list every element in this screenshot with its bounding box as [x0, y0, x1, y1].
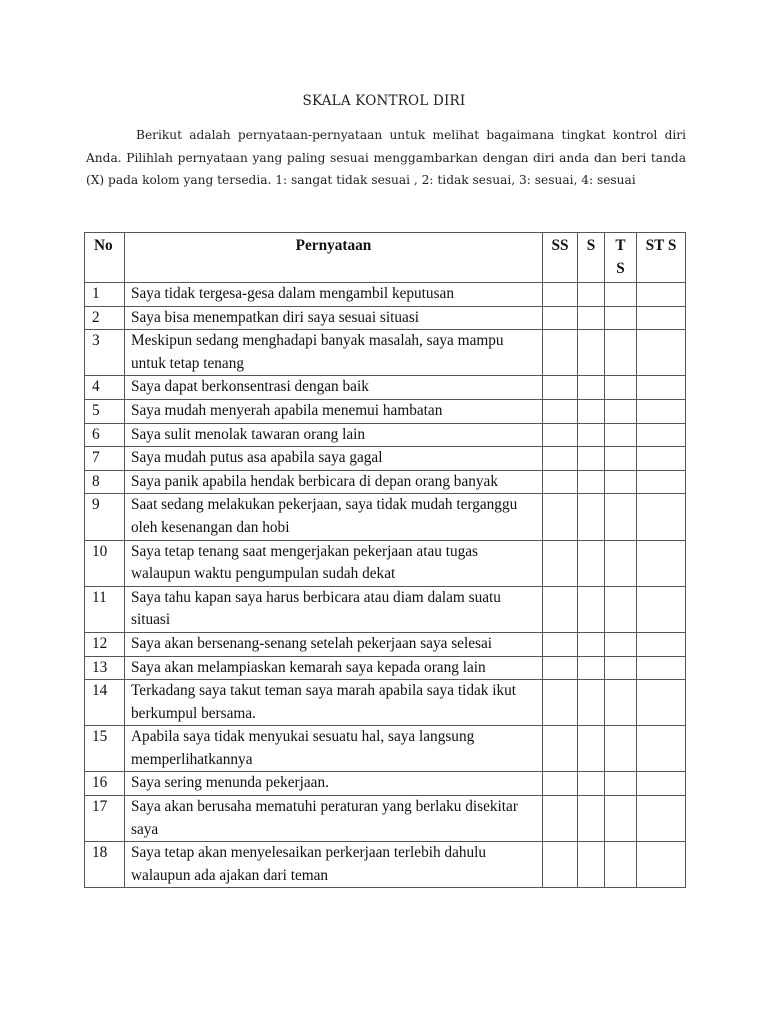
row-statement: Meskipun sedang menghadapi banyak masalah, saya mampu untuk tetap tenang	[125, 330, 543, 376]
header-no: No	[85, 233, 125, 283]
header-s: S	[578, 233, 605, 283]
table-row	[85, 680, 686, 726]
row-statement: Saya tetap akan menyelesaikan perkerjaan terlebih dahulu walaupun ada ajakan dari teman	[125, 842, 543, 888]
row-number: 17	[85, 796, 125, 842]
header-sts: ST S	[637, 233, 686, 283]
answer-cell-ts[interactable]	[605, 306, 637, 330]
table-row	[85, 470, 686, 494]
header-ts: T S	[605, 233, 637, 283]
table-row	[85, 399, 686, 423]
row-statement: Saya akan melampiaskan kemarah saya kepada orang lain	[125, 656, 543, 680]
answer-cell-s[interactable]	[578, 586, 605, 632]
answer-cell-ss[interactable]	[543, 656, 578, 680]
answer-cell-ss[interactable]	[543, 306, 578, 330]
answer-cell-s[interactable]	[578, 330, 605, 376]
table-row	[85, 656, 686, 680]
answer-cell-ts[interactable]	[605, 796, 637, 842]
answer-cell-ss[interactable]	[543, 586, 578, 632]
table-row	[85, 796, 686, 842]
table-row	[85, 376, 686, 400]
answer-cell-sts[interactable]	[637, 330, 686, 376]
row-statement: Saya tahu kapan saya harus berbicara atau diam dalam suatu situasi	[125, 586, 543, 632]
answer-cell-sts[interactable]	[637, 447, 686, 471]
row-number: 14	[85, 680, 125, 726]
answer-cell-ts[interactable]	[605, 330, 637, 376]
row-statement: Saya sering menunda pekerjaan.	[125, 772, 543, 796]
page-title: SKALA KONTROL DIRI	[302, 93, 466, 109]
answer-cell-sts[interactable]	[637, 399, 686, 423]
questionnaire-table	[84, 232, 686, 888]
answer-cell-ss[interactable]	[543, 494, 578, 540]
answer-cell-ss[interactable]	[543, 376, 578, 400]
answer-cell-sts[interactable]	[637, 772, 686, 796]
answer-cell-ss[interactable]	[543, 283, 578, 307]
row-statement: Saya akan bersenang-senang setelah pekerjaan saya selesai	[125, 632, 543, 656]
answer-cell-sts[interactable]	[637, 540, 686, 586]
answer-cell-ss[interactable]	[543, 447, 578, 471]
answer-cell-s[interactable]	[578, 470, 605, 494]
row-number: 15	[85, 726, 125, 772]
answer-cell-sts[interactable]	[637, 726, 686, 772]
answer-cell-sts[interactable]	[637, 842, 686, 888]
table-header-row	[85, 233, 686, 283]
answer-cell-ss[interactable]	[543, 470, 578, 494]
row-number: 5	[85, 399, 125, 423]
answer-cell-sts[interactable]	[637, 283, 686, 307]
row-statement: Saya tidak tergesa-gesa dalam mengambil keputusan	[125, 283, 543, 307]
answer-cell-ts[interactable]	[605, 540, 637, 586]
row-statement: Saya tetap tenang saat mengerjakan pekerjaan atau tugas walaupun waktu pengumpulan sudah dekat	[125, 540, 543, 586]
answer-cell-sts[interactable]	[637, 796, 686, 842]
answer-cell-sts[interactable]	[637, 423, 686, 447]
table-row	[85, 330, 686, 376]
row-number: 4	[85, 376, 125, 400]
row-number: 7	[85, 447, 125, 471]
answer-cell-ss[interactable]	[543, 632, 578, 656]
answer-cell-ss[interactable]	[543, 540, 578, 586]
answer-cell-ts[interactable]	[605, 586, 637, 632]
table-row	[85, 423, 686, 447]
answer-cell-ss[interactable]	[543, 842, 578, 888]
answer-cell-s[interactable]	[578, 283, 605, 307]
answer-cell-ts[interactable]	[605, 283, 637, 307]
answer-cell-ts[interactable]	[605, 726, 637, 772]
answer-cell-s[interactable]	[578, 423, 605, 447]
answer-cell-ss[interactable]	[543, 680, 578, 726]
row-statement: Saat sedang melakukan pekerjaan, saya tidak mudah terganggu oleh kesenangan dan hobi	[125, 494, 543, 540]
answer-cell-s[interactable]	[578, 772, 605, 796]
answer-cell-ts[interactable]	[605, 680, 637, 726]
row-statement: Saya mudah menyerah apabila menemui hambatan	[125, 399, 543, 423]
row-statement: Terkadang saya takut teman saya marah apabila saya tidak ikut berkumpul bersama.	[125, 680, 543, 726]
answer-cell-sts[interactable]	[637, 376, 686, 400]
answer-cell-sts[interactable]	[637, 494, 686, 540]
answer-cell-ts[interactable]	[605, 376, 637, 400]
instructions-paragraph: Berikut adalah pernyataan-pernyataan untuk melihat bagaimana tingkat kontrol diri Anda. Pilihlah pernyataan yang paling sesuai menggambarkan dengan diri anda dan beri tanda (X) pada kolom yang tersedia. 1: sangat tidak sesuai , 2: tidak sesuai, 3: sesuai, 4: sesuai	[86, 128, 686, 188]
answer-cell-s[interactable]	[578, 726, 605, 772]
answer-cell-ts[interactable]	[605, 399, 637, 423]
answer-cell-ss[interactable]	[543, 772, 578, 796]
row-statement: Saya akan berusaha mematuhi peraturan yang berlaku disekitar saya	[125, 796, 543, 842]
row-statement: Saya mudah putus asa apabila saya gagal	[125, 447, 543, 471]
table-row	[85, 447, 686, 471]
row-number: 10	[85, 540, 125, 586]
row-statement: Saya sulit menolak tawaran orang lain	[125, 423, 543, 447]
row-number: 1	[85, 283, 125, 307]
row-statement: Apabila saya tidak menyukai sesuatu hal, saya langsung memperlihatkannya	[125, 726, 543, 772]
table-row	[85, 842, 686, 888]
answer-cell-s[interactable]	[578, 399, 605, 423]
answer-cell-s[interactable]	[578, 494, 605, 540]
table-row	[85, 540, 686, 586]
table-row	[85, 494, 686, 540]
row-number: 3	[85, 330, 125, 376]
answer-cell-ts[interactable]	[605, 656, 637, 680]
row-number: 18	[85, 842, 125, 888]
table-row	[85, 283, 686, 307]
answer-cell-s[interactable]	[578, 842, 605, 888]
row-number: 6	[85, 423, 125, 447]
answer-cell-ss[interactable]	[543, 399, 578, 423]
answer-cell-s[interactable]	[578, 376, 605, 400]
row-statement: Saya dapat berkonsentrasi dengan baik	[125, 376, 543, 400]
row-statement: Saya bisa menempatkan diri saya sesuai situasi	[125, 306, 543, 330]
answer-cell-sts[interactable]	[637, 632, 686, 656]
answer-cell-sts[interactable]	[637, 306, 686, 330]
row-number: 16	[85, 772, 125, 796]
row-number: 12	[85, 632, 125, 656]
table-row	[85, 306, 686, 330]
answer-cell-sts[interactable]	[637, 586, 686, 632]
table-row	[85, 772, 686, 796]
header-statement: Pernyataan	[125, 233, 543, 283]
answer-cell-s[interactable]	[578, 796, 605, 842]
answer-cell-ts[interactable]	[605, 494, 637, 540]
header-ss: SS	[543, 233, 578, 283]
answer-cell-s[interactable]	[578, 447, 605, 471]
row-statement: Saya panik apabila hendak berbicara di depan orang banyak	[125, 470, 543, 494]
answer-cell-s[interactable]	[578, 656, 605, 680]
answer-cell-ss[interactable]	[543, 330, 578, 376]
answer-cell-ts[interactable]	[605, 842, 637, 888]
answer-cell-ts[interactable]	[605, 447, 637, 471]
answer-cell-sts[interactable]	[637, 680, 686, 726]
table-row	[85, 632, 686, 656]
table-row	[85, 726, 686, 772]
answer-cell-s[interactable]	[578, 680, 605, 726]
answer-cell-ss[interactable]	[543, 796, 578, 842]
row-number: 2	[85, 306, 125, 330]
answer-cell-s[interactable]	[578, 306, 605, 330]
answer-cell-s[interactable]	[578, 540, 605, 586]
answer-cell-ts[interactable]	[605, 772, 637, 796]
answer-cell-ts[interactable]	[605, 423, 637, 447]
table-row	[85, 586, 686, 632]
row-number: 13	[85, 656, 125, 680]
answer-cell-sts[interactable]	[637, 470, 686, 494]
answer-cell-ss[interactable]	[543, 423, 578, 447]
row-number: 11	[85, 586, 125, 632]
answer-cell-s[interactable]	[578, 632, 605, 656]
answer-cell-sts[interactable]	[637, 656, 686, 680]
answer-cell-ss[interactable]	[543, 726, 578, 772]
answer-cell-ts[interactable]	[605, 470, 637, 494]
answer-cell-ts[interactable]	[605, 632, 637, 656]
row-number: 8	[85, 470, 125, 494]
row-number: 9	[85, 494, 125, 540]
